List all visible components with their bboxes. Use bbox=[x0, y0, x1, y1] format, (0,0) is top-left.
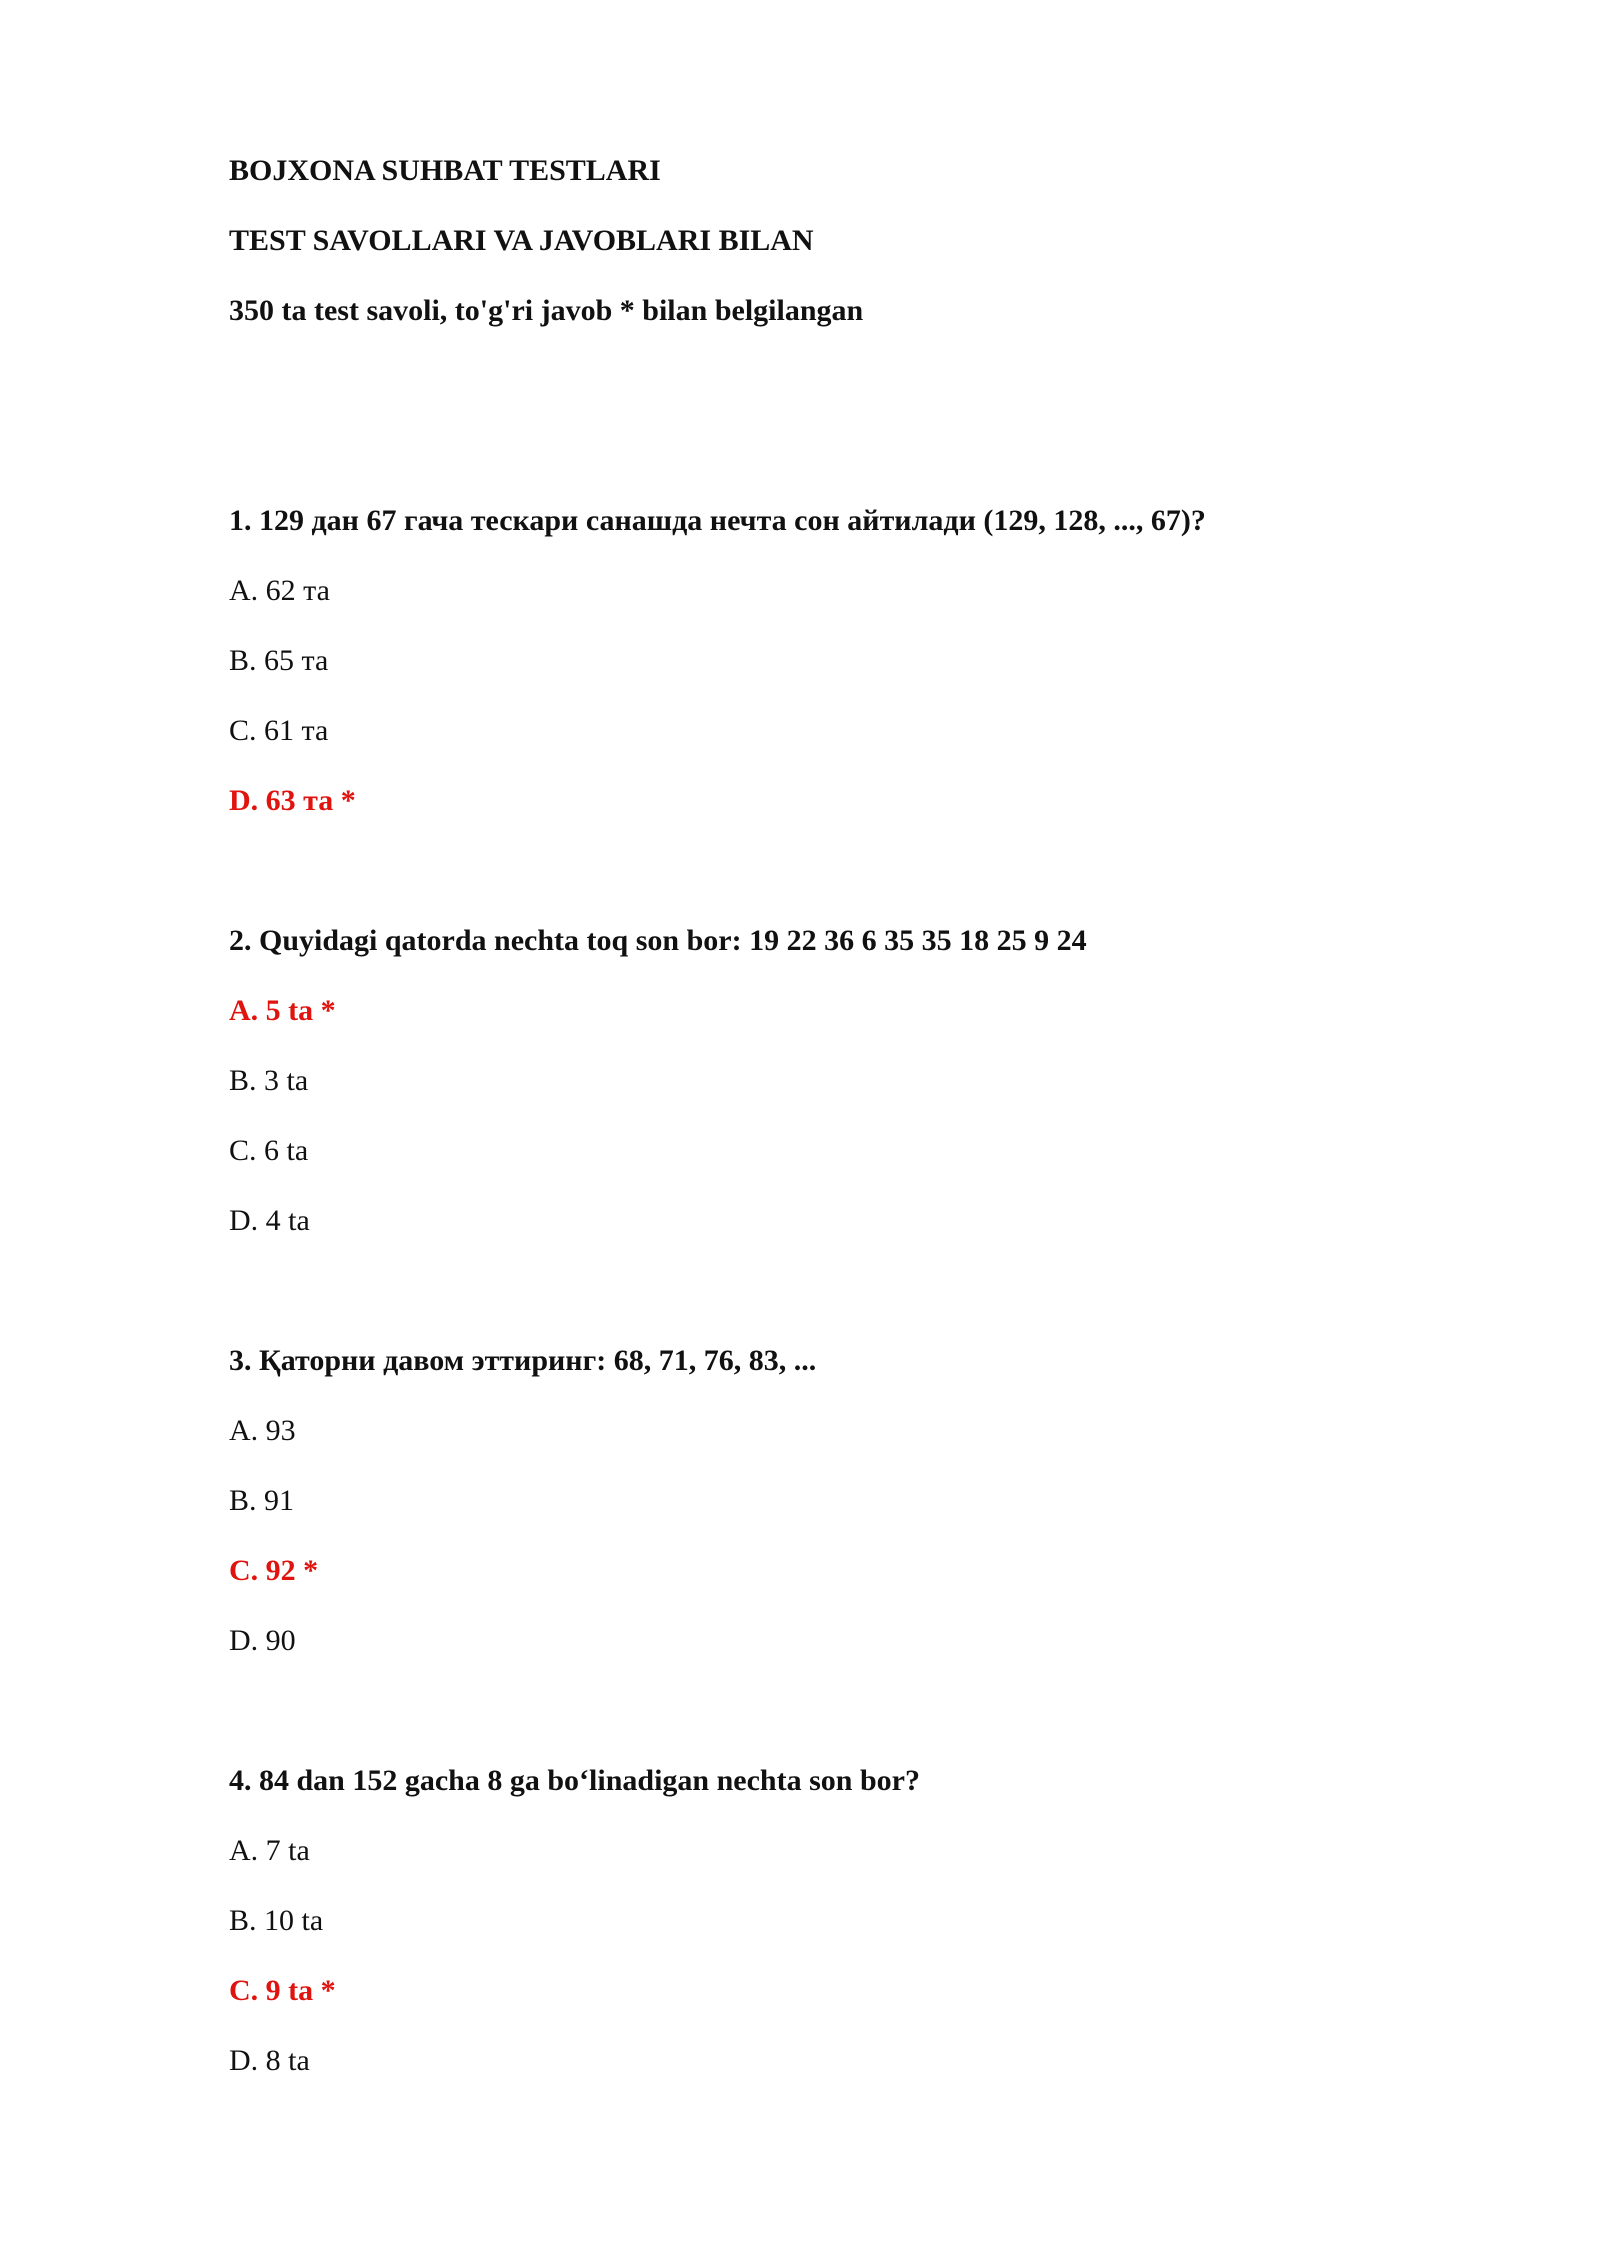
question-3-option-b: B. 91 bbox=[229, 1484, 295, 1517]
question-2-text: 2. Quyidagi qatorda nechta toq son bor: 19 22 36 6 35 35 18 25 9 24 bbox=[229, 924, 1087, 957]
question-4-option-d: D. 8 ta bbox=[229, 2044, 310, 2077]
document-subtitle: TEST SAVOLLARI VA JAVOBLARI BILAN bbox=[229, 224, 814, 257]
question-4-option-a: A. 7 ta bbox=[229, 1834, 310, 1867]
question-1-option-d-correct: D. 63 та * bbox=[229, 784, 356, 817]
question-1-option-a: A. 62 та bbox=[229, 574, 330, 607]
question-4-option-c-correct: C. 9 ta * bbox=[229, 1974, 336, 2007]
question-2-option-a-correct: A. 5 ta * bbox=[229, 994, 336, 1027]
question-3-option-a: A. 93 bbox=[229, 1414, 296, 1447]
question-3-text: 3. Қаторни давом эттиринг: 68, 71, 76, 83, ... bbox=[229, 1344, 817, 1377]
question-1-option-c: C. 61 та bbox=[229, 714, 329, 747]
question-4-option-b: B. 10 ta bbox=[229, 1904, 324, 1937]
question-1-text: 1. 129 дан 67 гача тескари санашда нечта сон айтилади (129, 128, ..., 67)? bbox=[229, 504, 1206, 537]
question-2-option-c: C. 6 ta bbox=[229, 1134, 309, 1167]
question-2-option-d: D. 4 ta bbox=[229, 1204, 310, 1237]
question-1-option-b: B. 65 та bbox=[229, 644, 329, 677]
question-3-option-d: D. 90 bbox=[229, 1624, 296, 1657]
document-note: 350 ta test savoli, to'g'ri javob * bilan belgilangan bbox=[229, 294, 864, 327]
question-2-option-b: B. 3 ta bbox=[229, 1064, 309, 1097]
document-title: BOJXONA SUHBAT TESTLARI bbox=[229, 154, 661, 187]
question-3-option-c-correct: C. 92 * bbox=[229, 1554, 319, 1587]
question-4-text: 4. 84 dan 152 gacha 8 ga bo‘linadigan nechta son bor? bbox=[229, 1764, 920, 1797]
